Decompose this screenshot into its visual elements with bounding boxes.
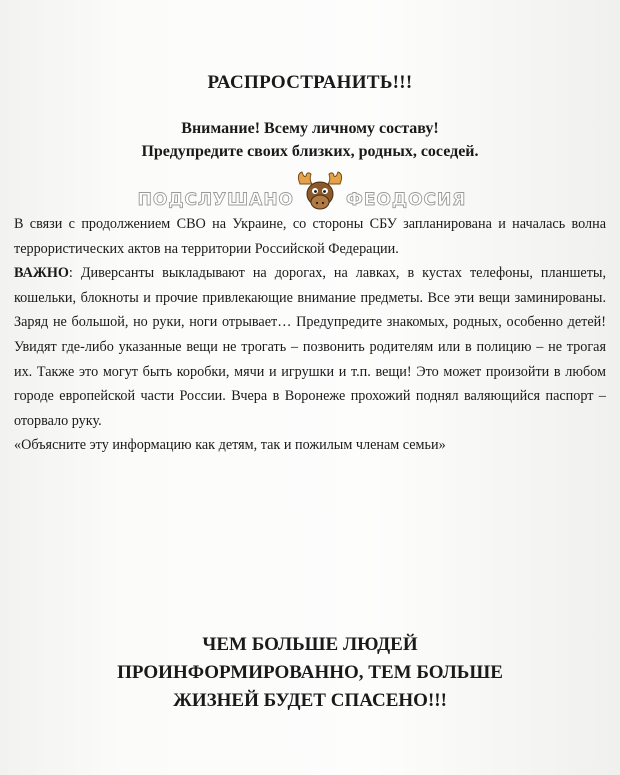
- important-label: ВАЖНО: [14, 265, 69, 282]
- footer-line-3: ЖИЗНЕЙ БУДЕТ СПАСЕНО!!!: [173, 690, 447, 711]
- document-subtitle-line2: Предупредите своих близких, родных, соседей.: [141, 143, 479, 160]
- footer-line-1: ЧЕМ БОЛЬШЕ ЛЮДЕЙ: [202, 634, 418, 655]
- paragraph-1: В связи с продолжением СВО на Украине, со стороны СБУ запланирована и началась волна террористических актов на территории Российской Федерации.: [14, 216, 606, 257]
- watermark: [0, 170, 620, 214]
- moose-icon: [298, 172, 341, 209]
- document-footer: [0, 631, 620, 715]
- document-title: РАСПРОСТРАНИТЬ!!!: [207, 72, 413, 93]
- paragraph-3: «Объясните эту информацию как детям, так и пожилым членам семьи»: [14, 437, 446, 454]
- document-body: [14, 212, 606, 458]
- paragraph-2: [14, 261, 606, 433]
- watermark-left-text: ПОДСЛУШАНО: [137, 190, 294, 210]
- document-subtitle-line1: Внимание! Всему личному составу!: [181, 120, 439, 137]
- watermark-right-text: ФЕОДОСИЯ: [346, 190, 467, 210]
- paragraph-2-text: : Диверсанты выкладывают на дорогах, на лавках, в кустах телефоны, планшеты, кошельки, блокноты и прочие привлекающие внимание предметы. Все эти вещи заминированы. Заряд не большой, но руки, ноги отрывает… Предупредите знакомых, родных, особенно детей! Увидят где-либо указанные вещи не трогать – позвонить родителям или в полицию – не трогая их. Также это могут быть коробки, мячи и игрушки и т.п. вещи! Это может произойти в любом городе европейской части России. Вчера в Воронеже прохожий поднял валяющийся паспорт – оторвало руку.: [14, 265, 606, 429]
- footer-line-2: ПРОИНФОРМИРОВАННО, ТЕМ БОЛЬШЕ: [117, 662, 503, 683]
